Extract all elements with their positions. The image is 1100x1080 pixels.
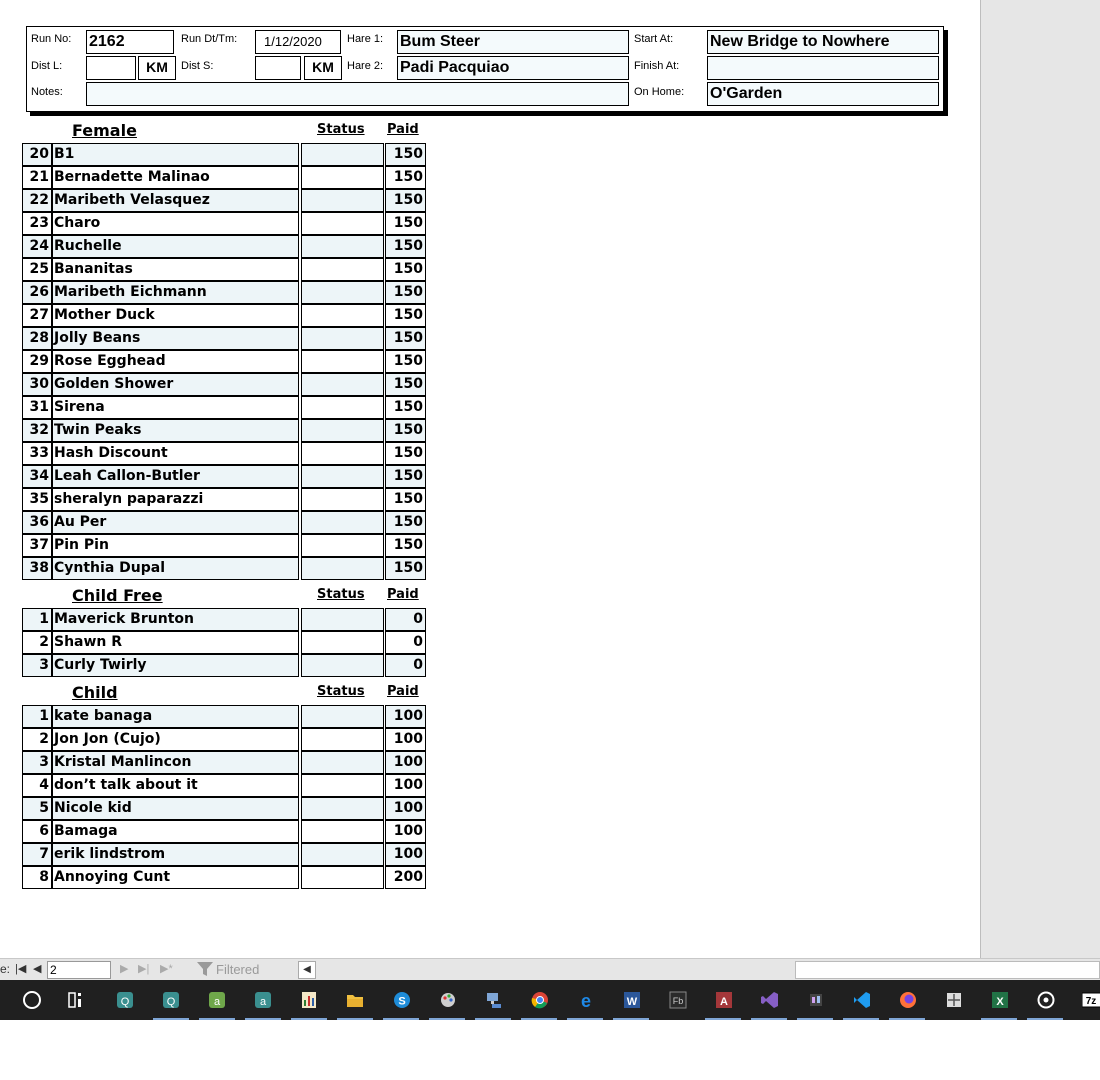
paid-field[interactable]: 100 [385,705,426,728]
status-field[interactable] [301,654,384,677]
search-box[interactable] [795,961,1100,979]
name-field[interactable]: Leah Callon-Butler [52,465,299,488]
chrome-icon[interactable] [530,990,550,1010]
hare2-label: Hare 2: [347,60,384,72]
status-field[interactable] [301,797,384,820]
app-a1-icon[interactable] [207,990,227,1010]
table-row[interactable] [22,534,426,557]
paid-field[interactable]: 150 [385,327,426,350]
row-number: 1 [22,705,52,728]
paid-field[interactable]: 150 [385,419,426,442]
table-row[interactable] [22,608,426,631]
paid-field[interactable]: 150 [385,534,426,557]
paid-field[interactable]: 0 [385,608,426,631]
paid-column-header: Paid [387,122,419,137]
row-number: 8 [22,866,52,889]
paid-field[interactable]: 100 [385,774,426,797]
table-row[interactable] [22,396,426,419]
name-field[interactable]: Twin Peaks [52,419,299,442]
row-number: 30 [22,373,52,396]
row-number: 26 [22,281,52,304]
table-row[interactable] [22,557,426,580]
dist-s-field[interactable] [255,56,301,80]
run-no-label: Run No: [31,33,72,45]
snip-icon[interactable] [944,990,964,1010]
table-row[interactable] [22,705,426,728]
previous-record-button[interactable]: ◀ [33,963,42,975]
name-field[interactable]: sheralyn paparazzi [52,488,299,511]
status-field[interactable] [301,774,384,797]
file-explorer-icon[interactable] [345,990,365,1010]
name-field[interactable]: Au Per [52,511,299,534]
svg-text:7z: 7z [1085,996,1097,1007]
svg-text:e: e [580,991,592,1010]
table-row[interactable] [22,866,426,889]
paid-field[interactable]: 150 [385,143,426,166]
network-icon[interactable] [484,990,504,1010]
svg-text:Q: Q [166,996,176,1008]
status-field[interactable] [301,189,384,212]
status-field[interactable] [301,843,384,866]
name-field[interactable]: Pin Pin [52,534,299,557]
name-field[interactable]: Jon Jon (Cujo) [52,728,299,751]
table-row[interactable] [22,212,426,235]
run-dt-label: Run Dt/Tm: [181,33,238,45]
paid-field[interactable]: 150 [385,396,426,419]
current-record-input[interactable]: 2 [47,961,111,979]
svg-text:A: A [720,996,728,1008]
row-number: 34 [22,465,52,488]
paid-field[interactable]: 100 [385,820,426,843]
visual-studio-icon[interactable] [760,990,780,1010]
status-column-header: Status [317,122,365,137]
app-a2-icon[interactable] [253,990,273,1010]
finish-at-label: Finish At: [634,60,680,72]
blank-area [0,1020,1100,1080]
table-row[interactable] [22,143,426,166]
table-row[interactable] [22,281,426,304]
row-number: 37 [22,534,52,557]
name-field[interactable]: Cynthia Dupal [52,557,299,580]
status-field[interactable] [301,304,384,327]
name-field[interactable]: Maverick Brunton [52,608,299,631]
windows-taskbar [0,980,1100,1020]
status-field[interactable] [301,327,384,350]
status-field[interactable] [301,608,384,631]
name-field[interactable]: Sirena [52,396,299,419]
row-number: 20 [22,143,52,166]
name-field[interactable]: Charo [52,212,299,235]
row-number: 27 [22,304,52,327]
excel-icon[interactable] [990,990,1010,1010]
paid-field[interactable]: 100 [385,751,426,774]
name-field[interactable]: Curly Twirly [52,654,299,677]
row-number: 25 [22,258,52,281]
dist-s-unit: KM [304,56,342,80]
paid-field[interactable]: 150 [385,304,426,327]
chart-app-icon[interactable] [299,990,319,1010]
paid-field[interactable]: 0 [385,654,426,677]
run-dt-field[interactable]: 1/12/2020 [255,30,341,54]
dist-l-label: Dist L: [31,60,63,72]
next-record-button[interactable]: ▶ [120,963,129,975]
row-number: 23 [22,212,52,235]
svg-text:a: a [213,996,221,1008]
paid-field[interactable]: 150 [385,488,426,511]
section-title: Child [72,683,118,702]
status-column-header: Status [317,587,365,602]
run-header-panel [26,26,944,112]
start-at-field[interactable]: New Bridge to Nowhere [707,30,939,54]
dist-s-label: Dist S: [181,60,214,72]
paid-field[interactable]: 150 [385,350,426,373]
status-field[interactable] [301,866,384,889]
table-row[interactable] [22,166,426,189]
hare1-label: Hare 1: [347,33,384,45]
paid-column-header: Paid [387,684,419,699]
task-view-icon[interactable] [67,990,87,1010]
table-row[interactable] [22,442,426,465]
status-field[interactable] [301,281,384,304]
app-q1-icon[interactable] [115,990,135,1010]
hare2-field[interactable]: Padi Pacquiao [397,56,629,80]
paid-field[interactable]: 150 [385,373,426,396]
row-number: 3 [22,654,52,677]
svg-text:W: W [626,996,638,1008]
table-row[interactable] [22,654,426,677]
name-field[interactable]: Mother Duck [52,304,299,327]
status-field[interactable] [301,143,384,166]
name-field[interactable]: B1 [52,143,299,166]
row-number: 7 [22,843,52,866]
row-number: 29 [22,350,52,373]
name-field[interactable]: Bananitas [52,258,299,281]
row-number: 31 [22,396,52,419]
new-record-button[interactable]: ▶* [160,963,173,975]
row-number: 6 [22,820,52,843]
status-field[interactable] [301,751,384,774]
paid-field[interactable]: 200 [385,866,426,889]
paid-field[interactable]: 150 [385,212,426,235]
row-number: 28 [22,327,52,350]
paid-field[interactable]: 150 [385,442,426,465]
name-field[interactable]: Ruchelle [52,235,299,258]
vscode-icon[interactable] [852,990,872,1010]
paid-field[interactable]: 100 [385,797,426,820]
paid-field[interactable]: 150 [385,166,426,189]
section-title: Child Free [72,586,163,605]
name-field[interactable]: Nicole kid [52,797,299,820]
table-row[interactable] [22,304,426,327]
fb-icon[interactable] [668,990,688,1010]
paint-icon[interactable] [438,990,458,1010]
app-q2-icon[interactable] [161,990,181,1010]
firefox-icon[interactable] [898,990,918,1010]
groove-icon[interactable] [1036,990,1056,1010]
notes-label: Notes: [31,86,63,98]
filter-status[interactable]: Filtered [216,962,260,977]
table-row[interactable] [22,751,426,774]
7zip-icon[interactable] [1082,990,1100,1010]
table-row[interactable] [22,511,426,534]
dist-l-field[interactable] [86,56,136,80]
paid-field[interactable]: 100 [385,843,426,866]
word-icon[interactable] [622,990,642,1010]
status-field[interactable] [301,373,384,396]
paid-field[interactable]: 150 [385,281,426,304]
scroll-left-button[interactable]: ◀ [298,961,316,979]
svg-text:Q: Q [120,996,130,1008]
table-row[interactable] [22,465,426,488]
row-number: 21 [22,166,52,189]
row-number: 3 [22,751,52,774]
svg-text:S: S [398,995,406,1008]
name-field[interactable]: Bernadette Malinao [52,166,299,189]
status-field[interactable] [301,396,384,419]
name-field[interactable]: Maribeth Velasquez [52,189,299,212]
status-field[interactable] [301,820,384,843]
status-field[interactable] [301,419,384,442]
status-field[interactable] [301,534,384,557]
paid-field[interactable]: 150 [385,465,426,488]
on-home-field[interactable]: O'Garden [707,82,939,106]
row-number: 22 [22,189,52,212]
table-row[interactable] [22,189,426,212]
table-row[interactable] [22,350,426,373]
svg-text:X: X [996,996,1004,1008]
row-number: 36 [22,511,52,534]
status-field[interactable] [301,442,384,465]
name-field[interactable]: Maribeth Eichmann [52,281,299,304]
skype-icon[interactable] [392,990,412,1010]
edge-icon[interactable] [576,990,596,1010]
start-at-label: Start At: [634,33,674,45]
section-title: Female [72,121,137,140]
table-row[interactable] [22,728,426,751]
status-field[interactable] [301,258,384,281]
table-row[interactable] [22,797,426,820]
record-navigation-bar [0,958,1100,980]
table-row[interactable] [22,820,426,843]
status-field[interactable] [301,166,384,189]
name-field[interactable]: Annoying Cunt [52,866,299,889]
svg-text:Fb: Fb [672,996,684,1006]
status-field[interactable] [301,350,384,373]
on-home-label: On Home: [634,86,685,98]
name-field[interactable]: erik lindstrom [52,843,299,866]
name-field[interactable]: Jolly Beans [52,327,299,350]
paid-field[interactable]: 150 [385,511,426,534]
status-field[interactable] [301,465,384,488]
table-row[interactable] [22,843,426,866]
status-field[interactable] [301,212,384,235]
name-field[interactable]: Hash Discount [52,442,299,465]
status-field[interactable] [301,557,384,580]
name-field[interactable]: kate banaga [52,705,299,728]
form-background-gray [980,0,1100,958]
paid-field[interactable]: 100 [385,728,426,751]
last-record-button[interactable]: ▶| [138,963,150,975]
paid-field[interactable]: 150 [385,189,426,212]
name-field[interactable]: Kristal Manlincon [52,751,299,774]
row-number: 2 [22,631,52,654]
notes-field[interactable] [86,82,629,106]
paid-field[interactable]: 150 [385,258,426,281]
horizontal-scrollbar[interactable] [318,961,794,979]
status-field[interactable] [301,728,384,751]
paid-field[interactable]: 0 [385,631,426,654]
row-number: 5 [22,797,52,820]
record-label: e: [0,962,11,976]
row-number: 24 [22,235,52,258]
status-field[interactable] [301,511,384,534]
status-field[interactable] [301,705,384,728]
row-number: 35 [22,488,52,511]
table-row[interactable] [22,327,426,350]
status-column-header: Status [317,684,365,699]
dist-l-unit: KM [138,56,176,80]
table-row[interactable] [22,235,426,258]
table-row[interactable] [22,373,426,396]
row-number: 2 [22,728,52,751]
finish-at-field[interactable] [707,56,939,80]
table-row[interactable] [22,419,426,442]
status-field[interactable] [301,488,384,511]
first-record-button[interactable]: |◀ [15,963,27,975]
table-row[interactable] [22,631,426,654]
row-number: 32 [22,419,52,442]
table-row[interactable] [22,774,426,797]
table-row[interactable] [22,488,426,511]
svg-text:a: a [259,996,267,1008]
paid-field[interactable]: 150 [385,557,426,580]
name-field[interactable]: don’t talk about it [52,774,299,797]
hare1-field[interactable]: Bum Steer [397,30,629,54]
name-field[interactable]: Rose Egghead [52,350,299,373]
name-field[interactable]: Shawn R [52,631,299,654]
status-field[interactable] [301,631,384,654]
table-row[interactable] [22,258,426,281]
name-field[interactable]: Golden Shower [52,373,299,396]
paid-column-header: Paid [387,587,419,602]
row-number: 4 [22,774,52,797]
run-no-field[interactable]: 2162 [86,30,174,54]
tool-icon[interactable] [806,990,826,1010]
status-field[interactable] [301,235,384,258]
filter-icon[interactable] [196,961,214,977]
paid-field[interactable]: 150 [385,235,426,258]
name-field[interactable]: Bamaga [52,820,299,843]
start-icon[interactable] [22,990,42,1010]
row-number: 1 [22,608,52,631]
row-number: 38 [22,557,52,580]
access-icon[interactable] [714,990,734,1010]
row-number: 33 [22,442,52,465]
